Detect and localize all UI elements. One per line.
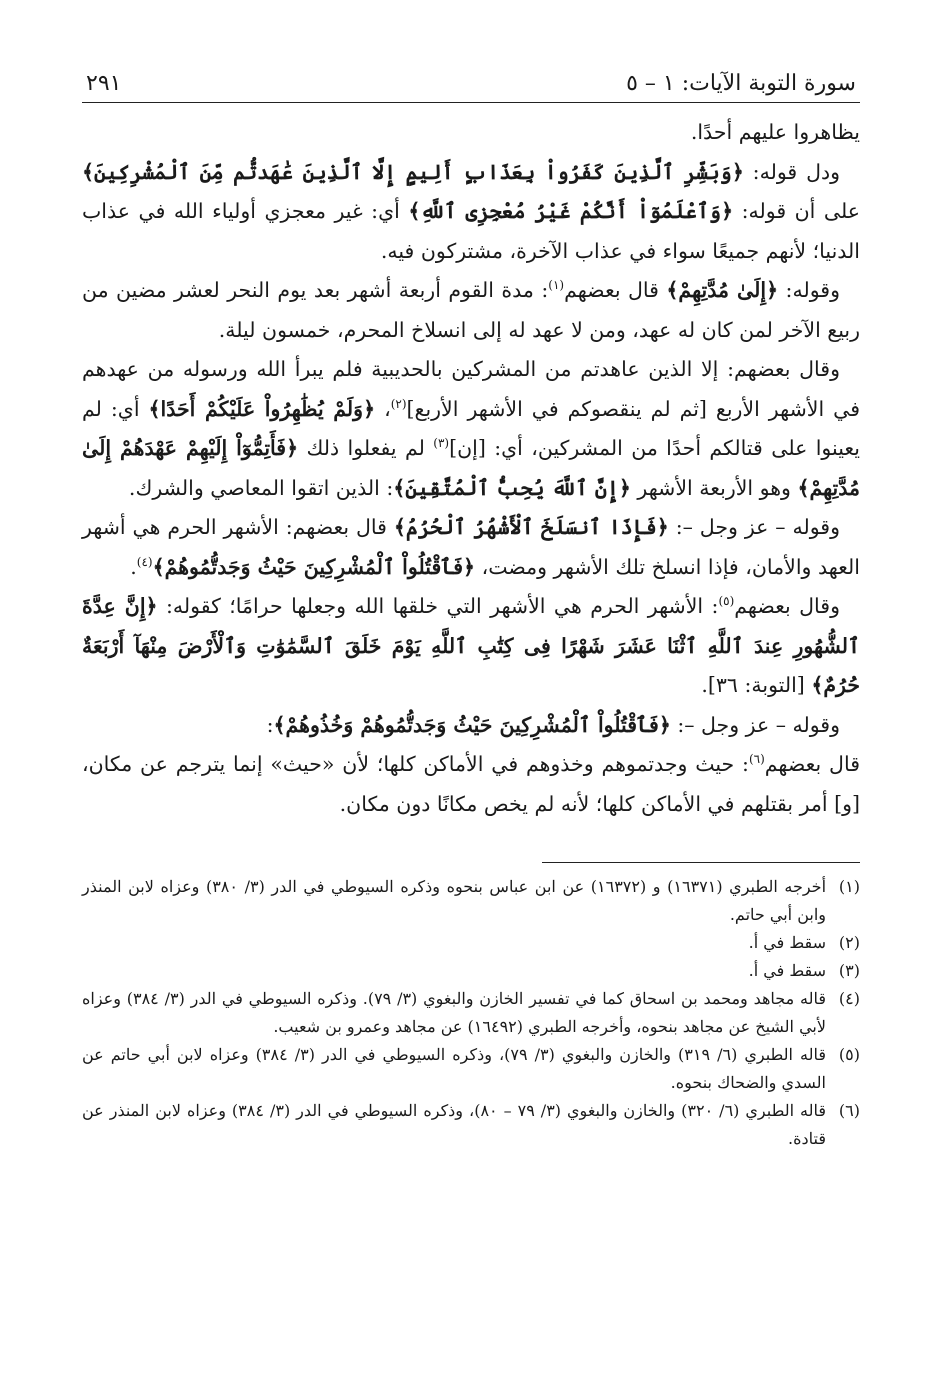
footnote-text: أخرجه الطبري (١٦٣٧١) و (١٦٣٧٢) عن ابن عباس بنحوه وذكره السيوطي في الدر (٣/ ٣٨٠) وعزاه لابن المنذر وابن أبي حاتم. xyxy=(82,877,827,924)
footnote-ref: (٤) xyxy=(136,554,153,569)
footnote xyxy=(82,1097,860,1153)
quran-verse: ﴿إِنَّ عِدَّةَ ٱلشُّهُورِ عِندَ ٱللَّهِ ٱثْنَا عَشَرَ شَهْرًا فِى كِتَٰبِ ٱللَّهِ يَوْمَ خَلَقَ ٱلسَّمَٰوَٰتِ وَٱلْأَرْضَ مِنْهَآ أَرْبَعَةٌ حُرُمٌ﴾ xyxy=(82,594,860,697)
paragraph xyxy=(82,350,860,508)
text-run: ودل قوله: xyxy=(743,159,840,184)
text-run: أي: غير معجزي أولياء الله في عذاب الدنيا؛ لأنهم جميعًا سواء في عذاب الآخرة، مشتركون فيه. xyxy=(82,199,860,263)
text-run: . xyxy=(130,554,137,579)
text-run: قال بعضهم xyxy=(564,278,667,302)
text-run: ، xyxy=(375,396,391,421)
paragraph xyxy=(82,706,860,746)
footnote-number: (٤) xyxy=(838,989,860,1008)
paragraph xyxy=(82,587,860,706)
main-text xyxy=(82,113,860,824)
text-run: لم يفعلوا ذلك xyxy=(298,436,434,460)
quran-verse: ﴿فَأَتِمُّوٓاْ إِلَيْهِمْ عَهْدَهُمْ إِلَىٰ مُدَّتِهِمْ﴾ xyxy=(82,436,860,500)
surah-title: سورة التوبة الآيات: ١ – ٥ xyxy=(626,71,856,96)
text-run: : الذين اتقوا المعاصي والشرك. xyxy=(128,475,394,500)
text-run: على أن قوله: xyxy=(733,199,860,223)
paragraph xyxy=(82,271,860,350)
text-run: وقوله – عز وجل –: xyxy=(670,712,840,737)
quran-verse: ﴿فَإِذَا ٱنسَلَخَ ٱلْأَشْهُرُ ٱلْحُرُمُ﴾ xyxy=(393,515,669,539)
text-run: وقوله: xyxy=(778,278,840,302)
footnote-text: سقط في أ. xyxy=(748,933,826,952)
text-run: قال بعضهم xyxy=(764,752,860,776)
footnote xyxy=(82,985,860,1041)
paragraph xyxy=(82,508,860,587)
text-run: : مدة القوم أربعة أشهر بعد يوم النحر لعشر مضين من ربيع الآخر لمن كان له عهد، ومن لا عهد له إلى انسلاخ المحرم، خمسون ليلة. xyxy=(82,278,860,342)
quran-verse: ﴿إِنَّ ٱللَّهَ يُحِبُّ ٱلْمُتَّقِينَ﴾ xyxy=(393,475,631,500)
text-run: : xyxy=(266,712,274,737)
footnote-text: قاله مجاهد ومحمد بن اسحاق كما في تفسير الخازن والبغوي (٣/ ٧٩). وذكره السيوطي في الدر (٣/ ٣٨٤) وعزاه لأبي الشيخ عن مجاهد بنحوه، وأخرجه الطبري (١٦٤٩٢) عن مجاهد وعمرو بن شعيب. xyxy=(82,989,826,1036)
footnote xyxy=(82,1041,860,1097)
quran-verse: ﴿إِلَىٰ مُدَّتِهِمْ﴾ xyxy=(666,278,779,302)
quran-verse: ﴿فَٱقْتُلُواْ ٱلْمُشْرِكِينَ حَيْثُ وَجَدتُّمُوهُمْ وَخُذُوهُمْ﴾ xyxy=(273,712,671,737)
footnote-separator xyxy=(542,862,860,863)
footnote-ref: (٣) xyxy=(433,436,450,451)
footnote xyxy=(82,929,860,957)
footnote-text: قاله الطبري (٦/ ٣١٩) والخازن والبغوي (٣/ ٧٩)، وذكره السيوطي في الدر (٣/ ٣٨٤) وعزاه لابن أبي حاتم عن السدي والضحاك بنحوه. xyxy=(82,1045,826,1092)
page-number: ٢٩١ xyxy=(86,71,122,96)
footnote-number: (٥) xyxy=(838,1045,860,1064)
footnote-number: (٢) xyxy=(838,933,860,952)
text-run: [التوبة: ٣٦]. xyxy=(701,673,812,697)
footnote-text: سقط في أ. xyxy=(748,961,826,980)
text-run: يظاهروا عليهم أحدًا. xyxy=(690,120,860,144)
footnote-ref: (٢) xyxy=(390,396,407,411)
paragraph xyxy=(82,745,860,824)
quran-verse: ﴿فَٱقْتُلُواْ ٱلْمُشْرِكِينَ حَيْثُ وَجَدتُّمُوهُمْ﴾ xyxy=(152,554,476,579)
quran-verse: ﴿وَٱعْلَمُوٓاْ أَنَّكُمْ غَيْرُ مُعْجِزِى ٱللَّهِ﴾ xyxy=(408,199,734,223)
footnote-ref: (٥) xyxy=(718,594,735,609)
text-run: أي: لم يعينوا على قتالكم أحدًا من المشركين، أي: [إن] xyxy=(82,396,860,460)
footnote-ref: (٦) xyxy=(748,752,765,767)
footnote xyxy=(82,873,860,929)
paragraph xyxy=(82,153,860,272)
quran-verse: ﴿وَلَمْ يُظَٰهِرُواْ عَلَيْكُمْ أَحَدًا﴾ xyxy=(148,396,376,421)
text-run: : حيث وجدتموهم وخذوهم في الأماكن كلها؛ لأن «حيث» إنما يترجم عن مكان،[و] أمر بقتلهم في الأماكن كلها؛ لأنه لم يخص مكانًا دون مكان. xyxy=(82,752,860,816)
footnote xyxy=(82,957,860,985)
text-run: وهو الأربعة الأشهر xyxy=(630,475,798,500)
footnote-number: (٦) xyxy=(838,1101,860,1120)
running-header xyxy=(82,56,860,103)
footnotes xyxy=(82,873,860,1153)
text-run: وقال بعضهم xyxy=(734,594,841,618)
quran-verse: ﴿وَبَشِّرِ ٱلَّذِينَ كَفَرُواْ بِعَذَابٍ أَلِيمٍ إِلَّا ٱلَّذِينَ عَٰهَدتُّم مِّنَ ٱلْمُشْرِكِينَ﴾ xyxy=(82,159,744,184)
footnote-text: قاله الطبري (٦/ ٣٢٠) والخازن والبغوي (٣/ ٧٩ – ٨٠)، وذكره السيوطي في الدر (٣/ ٣٨٤) وعزاه لابن المنذر عن قتادة. xyxy=(82,1101,826,1148)
footnote-number: (٣) xyxy=(838,961,860,980)
text-run: قال بعضهم: الأشهر الحرم هي أشهر العهد والأمان، فإذا انسلخ تلك الأشهر ومضت، xyxy=(82,515,860,579)
text-run: وقال بعضهم: إلا الذين عاهدتم من المشركين بالحديبية فلم يبرأ الله ورسوله من عهدهم في الأشهر الأربع [ثم لم ينقصوكم في الأشهر الأربع] xyxy=(82,357,861,421)
text-run: وقوله – عز وجل –: xyxy=(668,515,840,539)
footnote-number: (١) xyxy=(838,877,860,896)
paragraph xyxy=(82,113,860,153)
text-run: : الأشهر الحرم هي الأشهر التي خلقها الله وجعلها حرامًا؛ كقوله: xyxy=(157,594,719,618)
footnote-ref: (١) xyxy=(548,278,565,293)
